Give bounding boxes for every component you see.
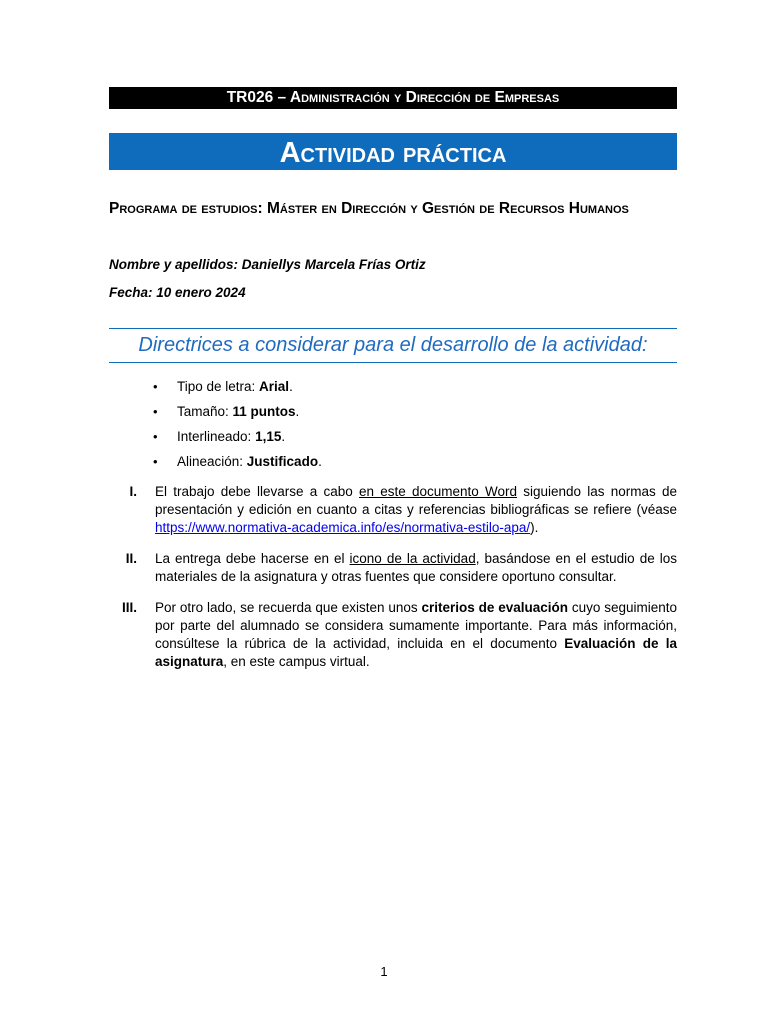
bullet-value: Justificado — [246, 454, 319, 469]
text-run: , en este campus virtual. — [223, 654, 370, 669]
list-item — [153, 428, 653, 453]
instruction-item-1 — [109, 483, 677, 537]
item-number: I. — [129, 484, 137, 499]
list-item — [153, 403, 653, 428]
bullet-value: 1,15 — [255, 429, 282, 444]
bullet-label: Interlineado: — [177, 429, 256, 444]
list-item — [153, 378, 653, 403]
text-run: La entrega debe hacerse en el — [155, 551, 350, 566]
course-header: TR026 – Administración y Dirección de Empresas — [109, 87, 677, 109]
word-document-ref: en este documento Word — [358, 484, 518, 499]
item-text — [155, 599, 677, 671]
bullet-label: Alineación: — [177, 454, 247, 469]
criterios-evaluacion: criterios de evaluación — [421, 600, 568, 615]
bullet-label: Tamaño: — [177, 404, 233, 419]
text-run: Por otro lado, se recuerda que existen unos — [155, 600, 422, 615]
directrices-heading-box — [109, 328, 677, 363]
bullet-value: 11 puntos — [232, 404, 296, 419]
bullet-label: Tipo de letra: — [177, 379, 260, 394]
student-name: Nombre y apellidos: Daniellys Marcela Frías Ortiz — [109, 257, 426, 272]
instruction-item-3 — [109, 599, 677, 671]
text-run: siguiendo las normas de presentación y edición en cuanto a citas y referencias bibliográficas se refiere (véase — [155, 484, 678, 517]
bullet-end: . — [295, 404, 300, 419]
text-run: cuyo seguimiento por parte del alumnado se considera sumamente importante. Para más información, consúltese la rúbrica de la actividad, incluida en el documento — [155, 600, 677, 651]
bullet-value: Arial — [259, 379, 290, 394]
text-run: El trabajo debe llevarse a cabo — [155, 484, 359, 499]
directrices-heading: Directrices a considerar para el desarrollo de la actividad: — [138, 334, 648, 356]
item-number: III. — [121, 600, 137, 615]
evaluacion-asignatura: Evaluación de la asignatura — [155, 636, 677, 669]
text-run: ). — [530, 520, 539, 535]
bullet-icon: • — [153, 404, 158, 419]
apa-normativa-link[interactable]: https://www.normativa-academica.info/es/normativa-estilo-apa/ — [155, 520, 531, 535]
bullet-end: . — [318, 454, 322, 469]
bullet-end: . — [281, 429, 286, 444]
list-item — [153, 453, 653, 478]
item-text — [155, 550, 677, 586]
activity-icon-ref: icono de la actividad — [349, 551, 476, 566]
programa-estudios: Programa de estudios: Máster en Dirección y Gestión de Recursos Humanos — [109, 200, 629, 217]
item-text — [155, 483, 677, 537]
bullet-icon: • — [153, 379, 158, 394]
instructions-list — [109, 483, 677, 684]
bullet-icon: • — [153, 429, 158, 444]
document-title: Actividad práctica — [109, 133, 677, 170]
bullet-icon: • — [153, 454, 158, 469]
text-run: , basándose en el estudio de los materiales de la asignatura y otras fuentes que considere oportuno consultar. — [155, 551, 677, 584]
format-bullet-list — [153, 378, 653, 478]
bullet-end: . — [289, 379, 293, 394]
document-date: Fecha: 10 enero 2024 — [109, 285, 246, 300]
item-number: II. — [125, 551, 137, 566]
instruction-item-2 — [109, 550, 677, 586]
page-number: 1 — [380, 964, 388, 979]
